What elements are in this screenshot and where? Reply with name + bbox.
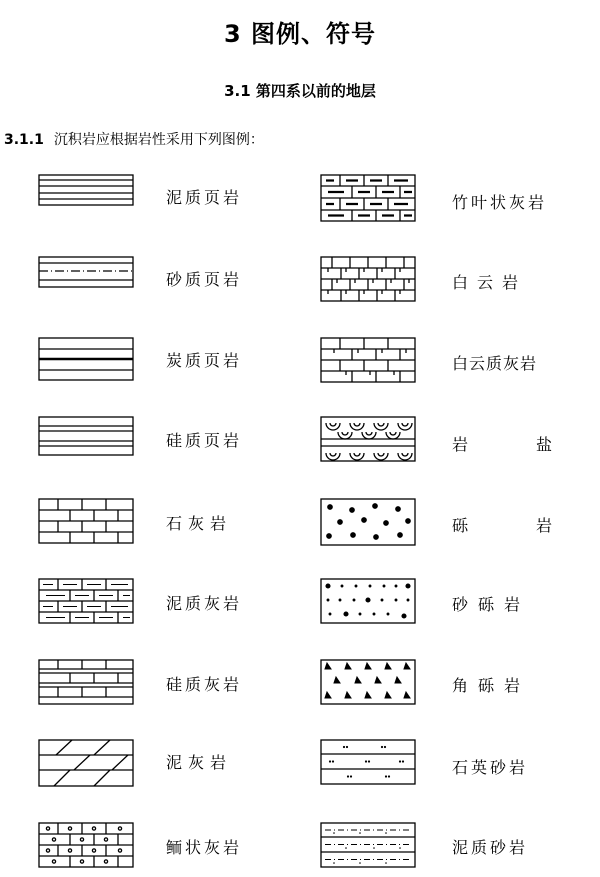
- legend-label: 石英砂岩: [452, 758, 529, 777]
- glutenite-pattern-icon: [320, 578, 416, 624]
- clause-text: 沉积岩应根据岩性采用下列图例：: [53, 132, 264, 148]
- dolomite-pattern-icon: [320, 256, 416, 302]
- legend-label: 鲕状灰岩: [166, 838, 243, 857]
- legend-label: [452, 432, 552, 455]
- clause-heading: [4, 129, 264, 149]
- siliceous-shale-pattern-icon: [38, 416, 134, 456]
- legend-label: 石灰岩: [166, 514, 233, 533]
- legend-label: 泥质砂岩: [452, 838, 529, 857]
- legend-label: 砂质页岩: [166, 270, 243, 289]
- legend-label: 硅质灰岩: [166, 675, 243, 694]
- legend-label: 角砾岩: [452, 676, 531, 695]
- rock-salt-pattern-icon: [320, 416, 416, 462]
- siliceous-limestone-pattern-icon: [38, 659, 134, 705]
- carbonaceous-shale-pattern-icon: [38, 337, 134, 381]
- argillaceous-shale-pattern-icon: [38, 174, 134, 206]
- legend-label-char: 砾: [452, 516, 469, 535]
- argillaceous-sandstone-pattern-icon: [320, 822, 416, 868]
- argillaceous-limestone-pattern-icon: [38, 578, 134, 624]
- legend-label: 白云岩: [452, 273, 528, 292]
- legend-label-char: 岩: [452, 435, 469, 454]
- legend-label: 竹叶状灰岩: [452, 193, 548, 212]
- legend-label: 泥质灰岩: [166, 594, 243, 613]
- legend-label: 泥质页岩: [166, 188, 243, 207]
- sandy-shale-pattern-icon: [38, 256, 134, 288]
- limestone-pattern-icon: [38, 498, 134, 544]
- bamboo-leaf-limestone-pattern-icon: [320, 174, 416, 222]
- legend-label-char: 岩: [535, 516, 552, 535]
- section-title: 3.1 第四系以前的地层: [224, 82, 376, 100]
- legend-label: 泥灰岩: [166, 753, 233, 772]
- legend-label: [452, 513, 552, 536]
- quartz-sandstone-pattern-icon: [320, 739, 416, 785]
- chapter-title: 3 图例、符号: [223, 20, 377, 48]
- breccia-pattern-icon: [320, 659, 416, 705]
- conglomerate-pattern-icon: [320, 498, 416, 546]
- clause-number: 3.1.1: [4, 132, 44, 148]
- legend-label: 硅质页岩: [166, 431, 243, 450]
- legend-label: 炭质页岩: [166, 351, 243, 370]
- legend-label: 砂砾岩: [452, 595, 531, 614]
- marl-pattern-icon: [38, 739, 134, 787]
- legend-label-char: 盐: [535, 435, 552, 454]
- legend-label: 白云质灰岩: [452, 354, 538, 373]
- dolomitic-limestone-pattern-icon: [320, 337, 416, 383]
- oolitic-limestone-pattern-icon: [38, 822, 134, 868]
